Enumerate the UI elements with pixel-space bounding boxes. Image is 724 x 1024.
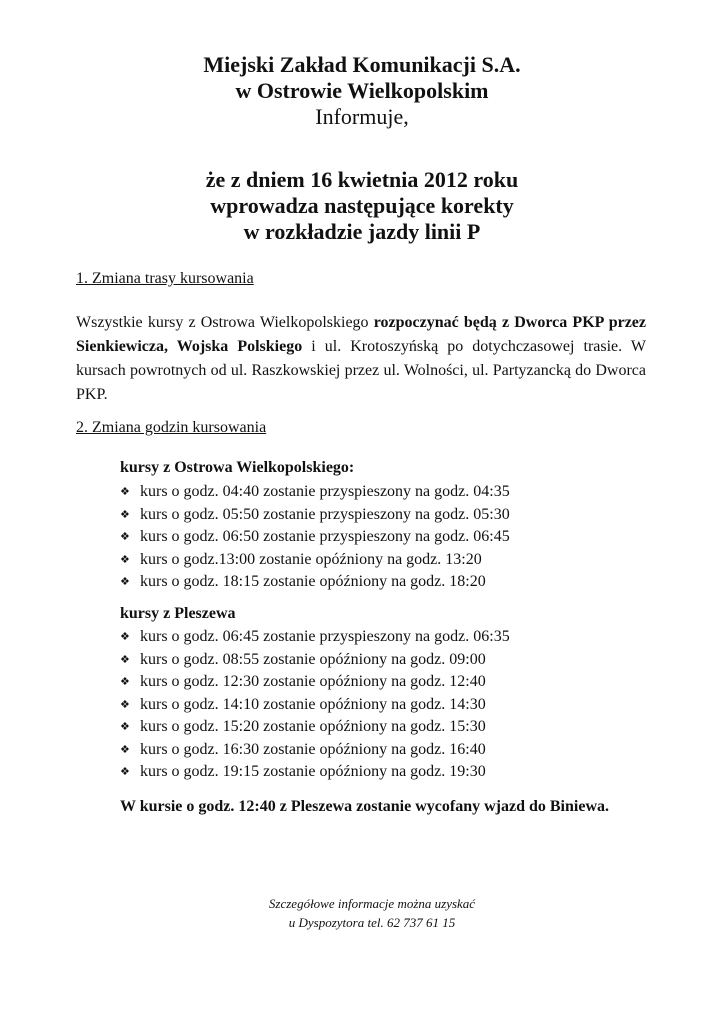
diamond-bullet-icon: ❖ (120, 766, 130, 778)
list-item: ❖ kurs o godz. 14:10 zostanie opóźniony na godz. 14:30 (120, 694, 510, 717)
list-item: ❖ kurs o godz. 16:30 zostanie opóźniony na godz. 16:40 (120, 739, 510, 762)
withdrawal-note: W kursie o godz. 12:40 z Pleszewa zostanie wycofany wjazd do Biniewa. (120, 798, 609, 815)
headline-corrections: wprowadza następujące korekty (210, 193, 514, 218)
group-ostrow-title: kursy z Ostrowa Wielkopolskiego: (120, 459, 355, 476)
group-pleszew-list (120, 626, 510, 784)
route-change-paragraph (76, 311, 646, 407)
footer-info-line: Szczegółowe informacje można uzyskać (268, 896, 476, 911)
group-ostrow-list (120, 481, 510, 594)
diamond-bullet-icon: ❖ (120, 631, 130, 643)
diamond-bullet-icon: ❖ (120, 743, 130, 756)
footer-phone-line: u Dyspozytora tel. 62 737 61 15 (288, 915, 456, 930)
diamond-bullet-icon: ❖ (120, 531, 130, 543)
list-item: ❖ kurs o godz. 04:40 zostanie przyspieszony na godz. 04:35 (120, 481, 510, 504)
list-item: ❖ kurs o godz.13:00 zostanie opóźniony na godz. 13:20 (120, 549, 510, 572)
list-item: ❖ kurs o godz. 06:50 zostanie przyspieszony na godz. 06:45 (120, 526, 510, 549)
diamond-bullet-icon: ❖ (120, 721, 130, 733)
notice-headline (0, 167, 724, 245)
list-item: ❖ kurs o godz. 06:45 zostanie przyspieszony na godz. 06:35 (120, 626, 510, 649)
diamond-bullet-icon: ❖ (120, 486, 130, 498)
list-item: ❖ kurs o godz. 18:15 zostanie opóźniony na godz. 18:20 (120, 571, 510, 594)
group-pleszew-title: kursy z Pleszewa (120, 605, 236, 622)
diamond-bullet-icon: ❖ (120, 653, 130, 666)
list-item: ❖ kurs o godz. 12:30 zostanie opóźniony na godz. 12:40 (120, 671, 510, 694)
diamond-bullet-icon: ❖ (120, 576, 130, 588)
company-name: Miejski Zakład Komunikacji S.A. (203, 52, 521, 77)
list-item: ❖ kurs o godz. 08:55 zostanie opóźniony na godz. 09:00 (120, 649, 510, 672)
diamond-bullet-icon: ❖ (120, 508, 130, 521)
diamond-bullet-icon: ❖ (120, 676, 130, 688)
contact-footer (0, 894, 724, 932)
diamond-bullet-icon: ❖ (120, 553, 130, 566)
company-city: w Ostrowie Wielkopolskim (235, 78, 489, 103)
route-text-start: Wszystkie kursy z Ostrowa Wielkopolskiego (76, 314, 374, 331)
section-route-change-heading: 1. Zmiana trasy kursowania (76, 270, 254, 287)
section-schedule-change-heading: 2. Zmiana godzin kursowania (76, 419, 267, 436)
headline-date: że z dniem 16 kwietnia 2012 roku (205, 167, 519, 192)
headline-line: w rozkładzie jazdy linii P (243, 219, 481, 244)
notice-header (0, 52, 724, 130)
diamond-bullet-icon: ❖ (120, 698, 130, 711)
list-item: ❖ kurs o godz. 05:50 zostanie przyspieszony na godz. 05:30 (120, 504, 510, 527)
list-item: ❖ kurs o godz. 19:15 zostanie opóźniony na godz. 19:30 (120, 761, 510, 784)
informs-text: Informuje, (315, 104, 409, 129)
list-item: ❖ kurs o godz. 15:20 zostanie opóźniony na godz. 15:30 (120, 716, 510, 739)
route-text-bold: rozpoczynać będą z Dworca PKP przez Sienkiewicza, Wojska Polskiego (76, 314, 646, 355)
route-text-rest: i ul. Krotoszyńską po dotychczasowej trasie. W kursach powrotnych od ul. Raszkowskiej przez ul. Wolności, ul. Partyzancką do Dworca PKP. (76, 338, 646, 403)
